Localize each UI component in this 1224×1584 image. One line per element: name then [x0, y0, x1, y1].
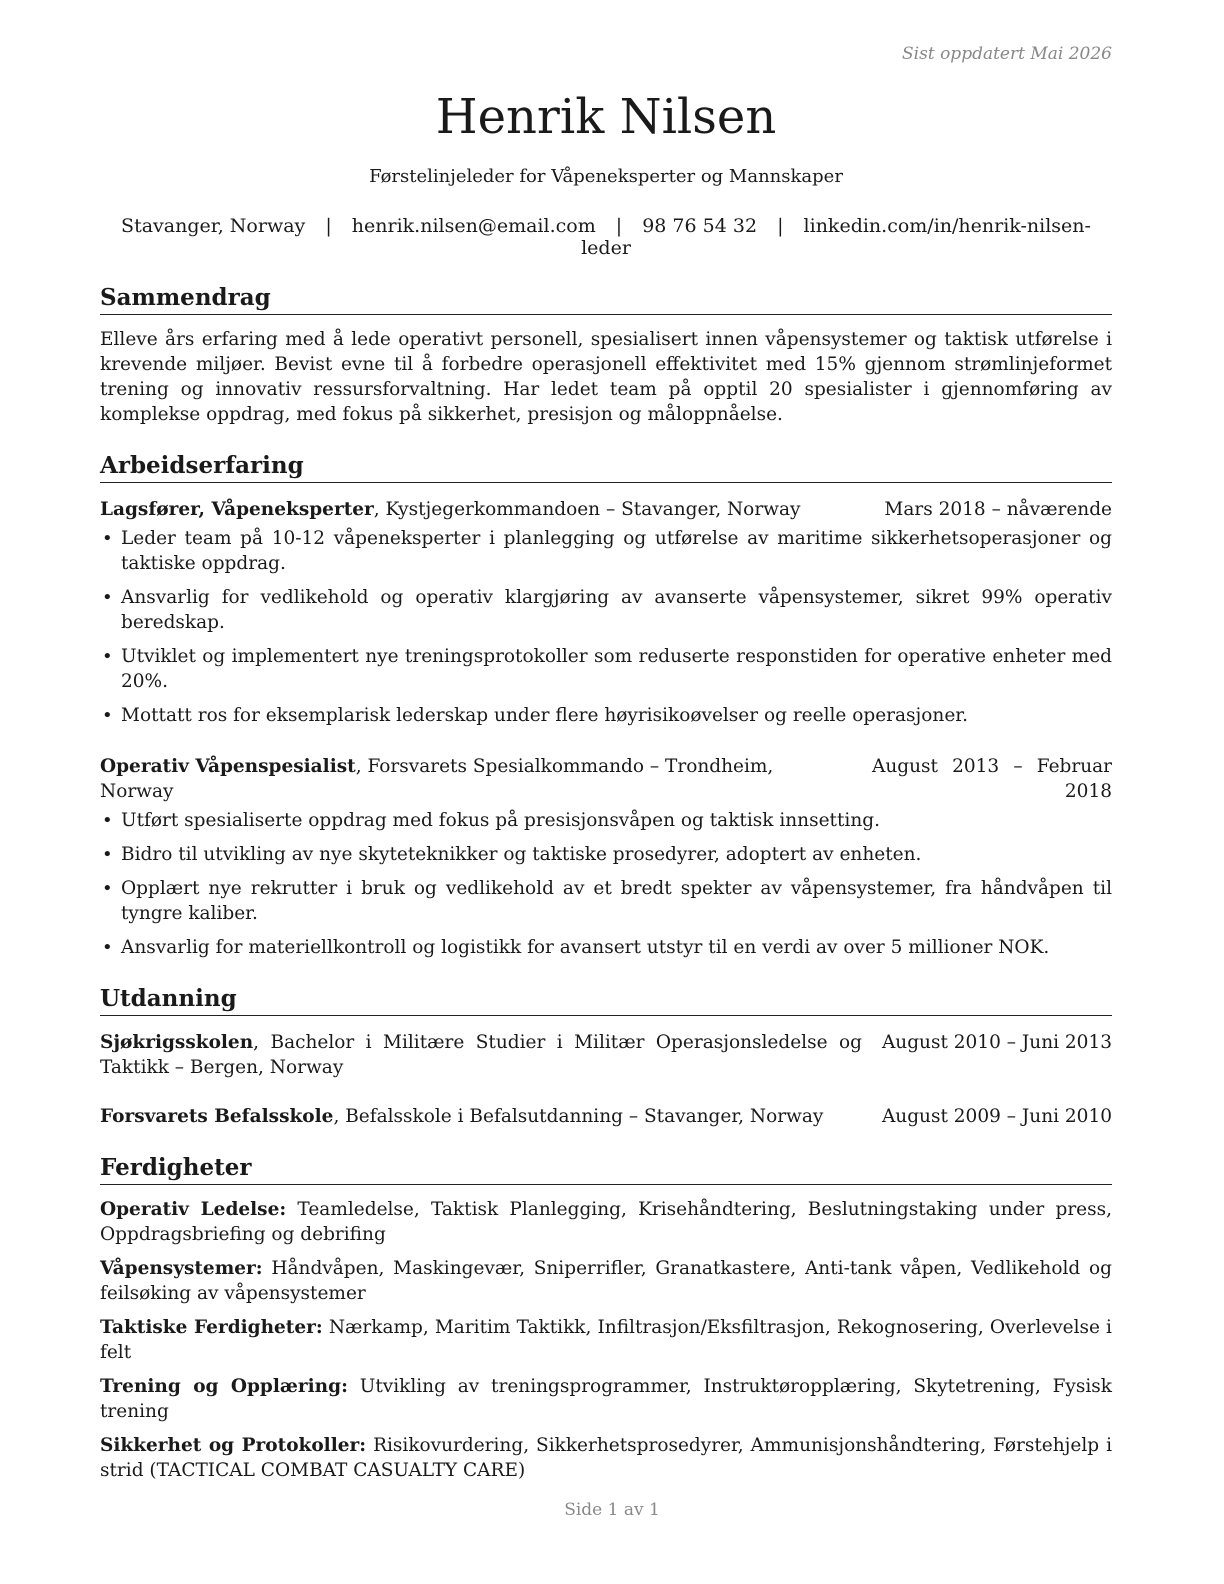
contact-location: Stavanger, Norway [121, 215, 306, 237]
list-item: • Ansvarlig for materiellkontroll og logistikk for avansert utstyr til en verdi av over 5 millioner NOK. [100, 935, 1112, 960]
job-role: Lagsfører, Våpeneksperter [100, 499, 374, 520]
contact-phone: 98 76 54 32 [642, 215, 758, 237]
skill-label: Operativ Ledelse: [100, 1199, 287, 1220]
education-heading: Utdanning [100, 984, 1112, 1016]
education-school: Sjøkrigsskolen [100, 1032, 254, 1053]
skills-list [100, 1197, 1112, 1483]
skill-row [100, 1374, 1112, 1424]
contact-linkedin[interactable]: linkedin.com/in/henrik-nilsen-leder [581, 215, 1091, 259]
contact-separator: | [615, 215, 623, 237]
job-org: , Kystjegerkommandoen – Stavanger, Norway [373, 499, 801, 520]
job-entry [100, 754, 1112, 960]
last-updated: Sist oppdatert Mai 2026 [902, 44, 1112, 64]
job-org: , Forsvarets Spesialkommando – Trondheim, Norway [100, 756, 774, 802]
skill-row [100, 1315, 1112, 1365]
skills-heading: Ferdigheter [100, 1153, 1112, 1185]
skill-text: Teamledelse, Taktisk Planlegging, Krisehåndtering, Beslutningstaking under press, Oppdragsbriefing og debrifing [100, 1199, 1112, 1245]
job-header [100, 754, 1112, 804]
skill-text: Risikovurdering, Sikkerhetsprosedyrer, Ammunisjonshåndtering, Førstehjelp i strid (TACTICAL COMBAT CASUALTY CARE) [100, 1435, 1113, 1481]
job-bullets [100, 808, 1112, 960]
contact-separator: | [777, 215, 784, 237]
skill-label: Våpensystemer: [100, 1258, 263, 1279]
list-item: • Ansvarlig for vedlikehold og operativ klargjøring av avanserte våpensystemer, sikret 99% operativ beredskap. [100, 585, 1112, 635]
contact-line [100, 215, 1112, 259]
contact-email[interactable]: henrik.nilsen@email.com [351, 215, 596, 237]
education-detail: , Befalsskole i Befalsutdanning – Stavanger, Norway [333, 1106, 824, 1127]
job-bullets [100, 526, 1112, 728]
list-item: • Utført spesialiserte oppdrag med fokus på presisjonsvåpen og taktisk innsetting. [100, 808, 1112, 833]
job-entry [100, 497, 1112, 728]
skill-text: Håndvåpen, Maskingevær, Sniperrifler, Granatkastere, Anti-tank våpen, Vedlikehold og feilsøking av våpensystemer [100, 1258, 1112, 1304]
education-detail: , Bachelor i Militære Studier i Militær Operasjonsledelse og Taktikk – Bergen, Norway [100, 1032, 862, 1078]
experience-heading: Arbeidserfaring [100, 451, 1112, 483]
candidate-name: Henrik Nilsen [435, 89, 777, 145]
education-title-line [100, 1104, 862, 1129]
list-item: • Opplært nye rekrutter i bruk og vedlikehold av et bredt spekter av våpensystemer, fra håndvåpen til tyngre kaliber. [100, 876, 1112, 926]
education-entry [100, 1104, 1112, 1129]
education-dates: August 2009 – Juni 2010 [881, 1106, 1112, 1127]
education-school: Forsvarets Befalsskole [100, 1106, 334, 1127]
skill-label: Taktiske Ferdigheter: [100, 1317, 323, 1338]
education-dates: August 2010 – Juni 2013 [881, 1032, 1112, 1053]
education-entry [100, 1030, 1112, 1080]
skill-row [100, 1433, 1112, 1483]
job-title-line [100, 497, 864, 522]
list-item: • Utviklet og implementert nye treningsprotokoller som reduserte responstiden for operative enheter med 20%. [100, 644, 1112, 694]
summary-text: Elleve års erfaring med å lede operativt personell, spesialisert innen våpensystemer og taktisk utførelse i krevende miljøer. Bevist evne til å forbedre operasjonell effektivitet med 15% gjennom strømlinjeformet trening og innovativ ressursforvaltning. Har ledet team på opptil 20 spesialister i gjennomføring av komplekse oppdrag, med fokus på sikkerhet, presisjon og måloppnåelse. [100, 329, 1112, 425]
candidate-headline: Førstelinjeleder for Våpeneksperter og Mannskaper [369, 166, 843, 187]
job-dates: Mars 2018 – nåværende [884, 499, 1112, 520]
job-title-line [100, 754, 852, 804]
list-item: • Mottatt ros for eksemplarisk lederskap under flere høyrisikoøvelser og reelle operasjoner. [100, 703, 1112, 728]
job-role: Operativ Våpenspesialist [100, 756, 356, 777]
skill-text: Utvikling av treningsprogrammer, Instruktøropplæring, Skytetrening, Fysisk trening [100, 1376, 1112, 1422]
education-title-line [100, 1030, 862, 1080]
skill-label: Trening og Opplæring: [100, 1376, 348, 1397]
skill-text: Nærkamp, Maritim Taktikk, Infiltrasjon/Eksfiltrasjon, Rekognosering, Overlevelse i felt [100, 1317, 1112, 1363]
skill-row [100, 1197, 1112, 1247]
skill-label: Sikkerhet og Protokoller: [100, 1435, 367, 1456]
skill-row [100, 1256, 1112, 1306]
contact-separator: | [325, 215, 332, 237]
job-dates: August 2013 – Februar 2018 [872, 756, 1112, 802]
list-item: • Bidro til utvikling av nye skyteteknikker og taktiske prosedyrer, adoptert av enheten. [100, 842, 1112, 867]
resume-page [100, 40, 1112, 1483]
summary-heading: Sammendrag [100, 283, 1112, 315]
list-item: • Leder team på 10-12 våpeneksperter i planlegging og utførelse av maritime sikkerhetsoperasjoner og taktiske oppdrag. [100, 526, 1112, 576]
job-header [100, 497, 1112, 522]
page-number: Side 1 av 1 [564, 1500, 660, 1520]
